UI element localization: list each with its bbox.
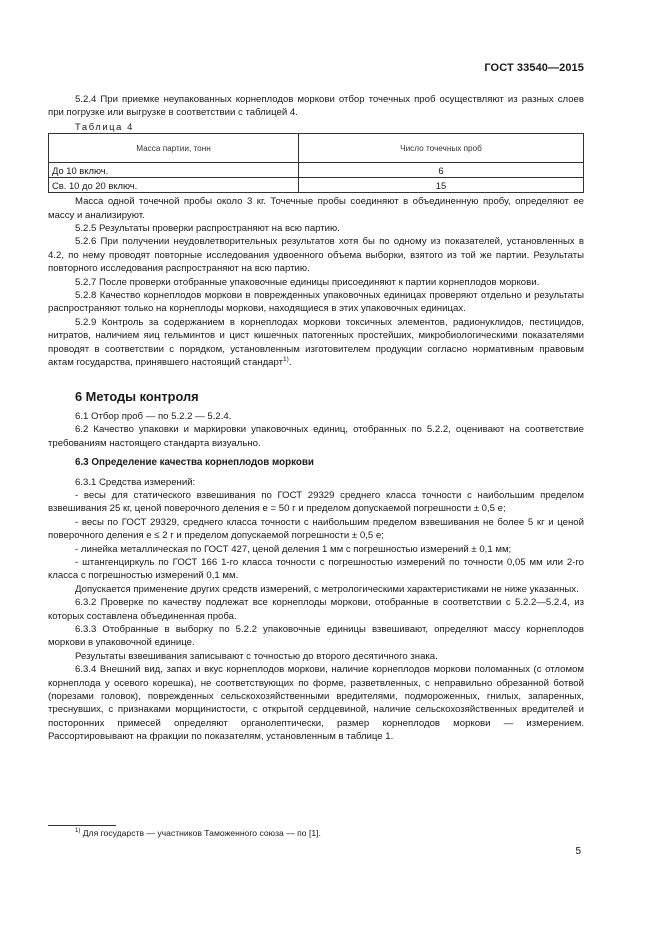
table-header-count: Число точечных проб — [299, 134, 584, 163]
paragraph-6-3-3: 6.3.3 Отобранные в выборку по 5.2.2 упаковочные единицы взвешивают, определяют массу корнеплодов моркови в упаковочной единице. — [48, 624, 584, 649]
footnote-mark: 1) — [75, 828, 81, 835]
list-item-caliper: - штангенциркуль по ГОСТ 166 1-го класса точности с погрешностью измерений по точности 0,05 мм или 2-го класса с погрешностью измерений 0,1 мм. — [48, 556, 584, 582]
table-caption: Таблица 4 — [75, 120, 134, 132]
paragraph-5-2-7: 5.2.7 После проверки отобранные упаковочные единицы присоединяют к партии корнеплодов моркови. — [75, 276, 540, 288]
list-item-scales-static: - весы для статического взвешивания по ГОСТ 29329 среднего класса точности с наибольшим пределом взвешивания 25 кг, ценой поверочного деления е = 50 г и пределом допускаемой погрешности ± 0,5 е; — [48, 489, 584, 515]
paragraph-6-3-1: 6.3.1 Средства измерений: — [75, 476, 196, 488]
page-number: 5 — [575, 846, 581, 857]
paragraph-6-3-4: 6.3.4 Внешний вид, запах и вкус корнеплодов моркови, наличие корнеплодов моркови поломанных (с отломом корнеплода у осевого корешка), не соответствующих по форме, разветвленных, с неправильно обрезанной ботвой (порезами головок), поврежденных сельскохозяйственными вредителями, подмороженных, гнилых, запаренных, треснувших, с признаками морщинистости, с открытой сердцевиной, наличие сельскохозяйственных вредителей и посторонних примесей определяют органолептически, размер корнеплодов моркови — измерением. Рассортировывают на фракции по показателям, установленным в таблице 1. — [48, 664, 584, 743]
table-cell-count: 6 — [299, 163, 584, 178]
document-id-header: ГОСТ 33540—2015 — [484, 62, 584, 74]
table-cell-mass: До 10 включ. — [49, 163, 299, 178]
paragraph-sample-mass: Масса одной точечной пробы около 3 кг. Точечные пробы соединяют в объединенную пробу, определяют ее массу и анализируют. — [48, 196, 584, 221]
list-item-ruler: - линейка металлическая по ГОСТ 427, ценой деления 1 мм с погрешностью измерений ± 0,1 мм; — [75, 543, 512, 555]
table-header-row — [49, 134, 584, 163]
paragraph-5-2-9: 5.2.9 Контроль за содержанием в корнеплодах моркови токсичных элементов, радионуклидов, пестицидов, нитратов, наличием яиц гельминтов и цист кишечных патогенных простейших, микробиологическими показателями проводят в соответствии с порядком, установленным изготовителем продукции согласно нормативным правовым актам государства, принявшего настоящий стандарт$^{1)}$. — [48, 316, 584, 369]
footnote-text: Для государств — участников Таможенного союза — по [1]. — [82, 828, 321, 838]
page-body — [48, 93, 584, 744]
table-row — [49, 178, 584, 193]
paragraph-weighing-results: Результаты взвешивания записывают с точностью до второго десятичного знака. — [75, 650, 438, 662]
paragraph-5-2-9-text: 5.2.9 Контроль за содержанием в корнеплодах моркови токсичных элементов, радионуклидов, пестицидов, нитратов, наличием яиц гельминтов и цист кишечных патогенных простейших, микробиологическими показателями проводят в соответствии с порядком, установленным изготовителем продукции согласно нормативным правовым актам государства, принявшего настоящий стандарт — [48, 316, 584, 369]
paragraph-5-2-4: 5.2.4 При приемке неупакованных корнеплодов моркови отбор точечных проб осуществляют из разных слоев при погрузке или выгрузке в соответствии с таблицей 4. — [48, 94, 584, 119]
section-6-heading: 6 Методы контроля — [75, 388, 199, 404]
paragraph-6-3-2: 6.3.2 Проверке по качеству подлежат все корнеплоды моркови, отобранные в соответствии с 5.2.2—5.2.4, из которых составлена объединенная проба. — [48, 597, 584, 622]
section-6-3-heading: 6.3 Определение качества корнеплодов моркови — [75, 457, 314, 469]
paragraph-allowed-instruments: Допускается применение других средств измерений, с метрологическими характеристиками не ниже указанных. — [75, 583, 579, 595]
list-item-scales-small: - весы по ГОСТ 29329, среднего класса точности с наибольшим пределом взвешивания не более 5 кг и ценой поверочного деления е ≤ 2 г и пределом допускаемой погрешности ± 0,5 е; — [48, 516, 584, 542]
table-cell-mass: Св. 10 до 20 включ. — [49, 178, 299, 193]
table-row — [49, 163, 584, 178]
paragraph-5-2-8: 5.2.8 Качество корнеплодов моркови в поврежденных упаковочных единицах проверяют отдельно и результаты распространяют только на корнеплоды моркови, находящиеся в этих упаковочных единицах. — [48, 290, 584, 315]
footnote-reference[interactable]: 1) — [283, 355, 289, 363]
paragraph-5-2-6: 5.2.6 При получении неудовлетворительных результатов хотя бы по одному из показателей, установленных в 4.2, по нему проводят повторные исследования удвоенного объема выборки, взятого из той же партии. Результаты повторного исследования распространяют на всю партию. — [48, 236, 584, 275]
paragraph-6-2: 6.2 Качество упаковки и маркировки упаковочных единиц, отобранных по 5.2.2, оценивают на соответствие требованиям настоящего стандарта визуально. — [48, 424, 584, 449]
table-4 — [48, 133, 584, 193]
footnote — [75, 828, 321, 838]
table-cell-count: 15 — [299, 178, 584, 193]
paragraph-6-1: 6.1 Отбор проб — по 5.2.2 — 5.2.4. — [75, 410, 232, 422]
table-header-mass: Масса партии, тонн — [49, 134, 299, 163]
footnote-divider — [48, 825, 116, 826]
paragraph-5-2-5: 5.2.5 Результаты проверки распространяют на всю партию. — [75, 223, 340, 235]
